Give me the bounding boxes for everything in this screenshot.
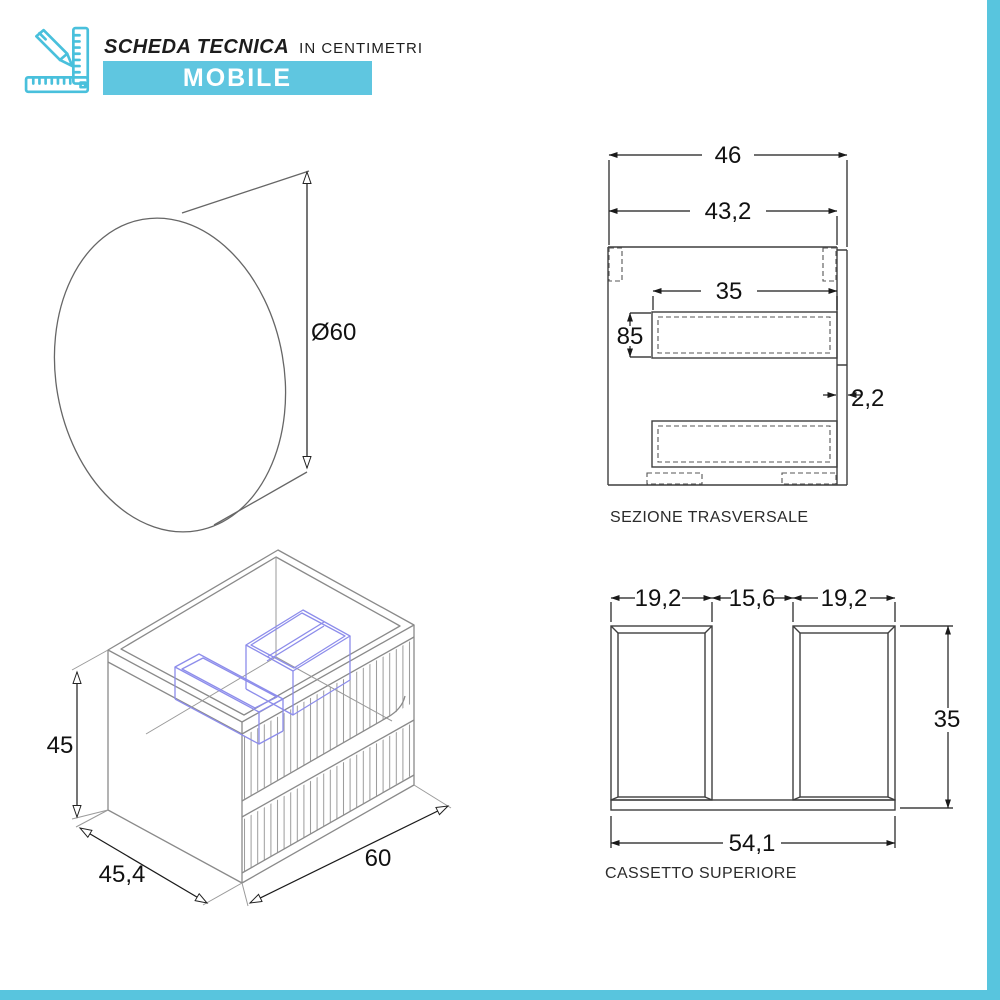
dim-outer-depth: 46: [714, 142, 742, 169]
section-caption: SEZIONE TRASVERSALE: [610, 509, 809, 526]
dim-center-gap: 15,6: [728, 585, 776, 612]
dim-drawer-depth: 35: [933, 706, 961, 733]
drawer-caption: CASSETTO SUPERIORE: [605, 865, 797, 882]
section-dimensions: [609, 142, 884, 412]
header-title-row: [104, 36, 423, 59]
dim-total-width: 54,1: [728, 830, 776, 857]
cabinet-isometric-drawing: [30, 540, 470, 920]
dim-cabinet-width: 60: [364, 845, 392, 872]
top-drawer-drawing: [595, 580, 970, 890]
dim-left-compartment: 19,2: [634, 585, 682, 612]
cross-section-drawing: [590, 140, 900, 535]
mirror-diameter-label: Ø60: [311, 319, 357, 346]
dim-drawer-front-height: 85: [616, 323, 644, 350]
mirror-drawing: [40, 150, 370, 540]
right-accent-bar: [987, 0, 1000, 1000]
dim-panel-thickness: 2,2: [851, 385, 885, 412]
drawer-outline: [611, 626, 895, 810]
dim-right-compartment: 19,2: [820, 585, 868, 612]
page-title: SCHEDA TECNICA: [104, 36, 290, 58]
mirror-diameter-dimension: [182, 171, 356, 525]
product-banner: MOBILE: [103, 61, 372, 95]
dim-cabinet-height: 45: [46, 732, 74, 759]
front-flutes: [244, 639, 414, 872]
dim-drawer-depth: 35: [715, 278, 743, 305]
dim-inner-depth: 43,2: [704, 198, 752, 225]
mirror-circle: [40, 200, 310, 540]
pencil-square-ruler-icon: [24, 26, 96, 100]
bottom-accent-bar: [0, 990, 1000, 1000]
page-subtitle: IN CENTIMETRI: [299, 40, 423, 57]
dim-cabinet-depth: 45,4: [98, 861, 146, 888]
